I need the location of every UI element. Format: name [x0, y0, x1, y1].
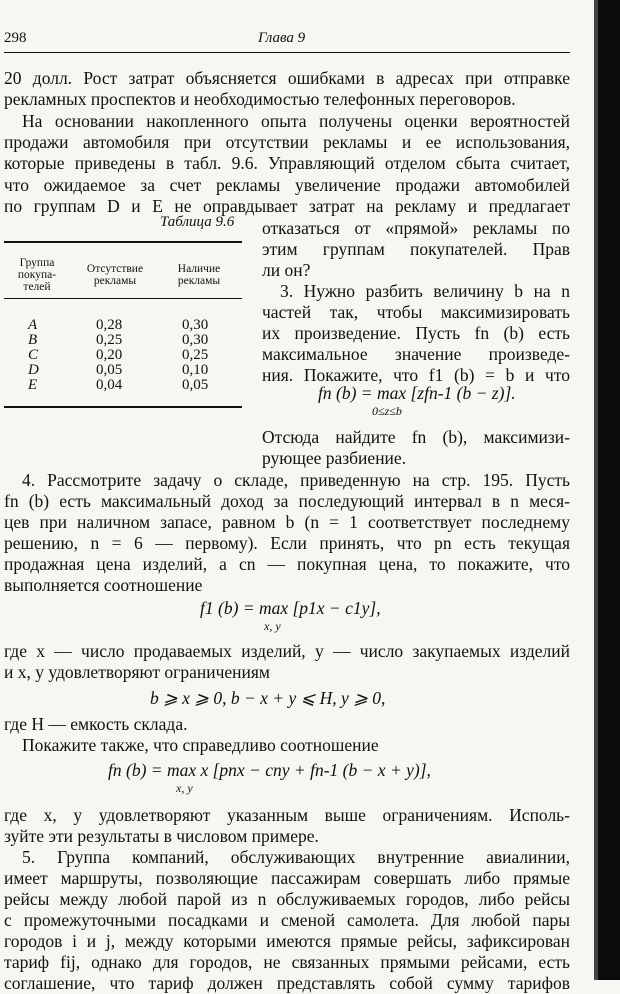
text-line: по группам D и E не оправдывает затрат на рекламу и предлагает — [4, 196, 570, 216]
table-header-rule — [4, 298, 242, 299]
text-line: 3. Нужно разбить величину b на n — [280, 281, 570, 301]
text-line: частей так, чтобы максимизировать — [262, 302, 570, 322]
table-cell: 0,25 — [96, 332, 123, 348]
text-line: 20 долл. Рост затрат объясняется ошибками в адресах при отправке — [4, 68, 570, 88]
text-line: и x, y удовлетворяют ограничениям — [4, 662, 271, 682]
text-line: где x — число продаваемых изделий, y — число закупаемых изделий — [4, 641, 570, 661]
text-line: цев при наличном запасе, равном b (n = 1 соответствует последнему — [4, 512, 570, 532]
formula-subscript: 0≤z≤b — [372, 404, 402, 418]
table-header-with-ads: Наличие рекламы — [177, 263, 221, 287]
chapter-title: Глава 9 — [258, 30, 306, 46]
text-line: Отсюда найдите fn (b), максимизи- — [262, 427, 570, 447]
table-cell: 0,05 — [96, 362, 123, 378]
table-cell-group: E — [28, 377, 38, 393]
table-cell-group: B — [28, 332, 38, 348]
text-line: городов i и j, между которыми имеются прямые рейсы, зафиксирован — [4, 931, 570, 951]
text-line: На основании накопленного опыта получены оценки вероятностей — [22, 111, 570, 131]
text-line: отказаться от «прямой» рекламы по — [262, 218, 570, 238]
table-header-no-ads: Отсутствие рекламы — [86, 263, 144, 287]
text-line: где x, y удовлетворяют указанным выше ограничениям. Исполь- — [4, 805, 570, 825]
text-line: fn (b) есть максимальный доход за последующий интервал в n меся- — [4, 491, 570, 511]
page-spine-shadow — [598, 0, 620, 980]
text-line: продажная цена изделий, а cn — покупная цена, то покажите, что — [4, 554, 570, 574]
table-cell: 0,30 — [182, 317, 209, 333]
text-line: которые приведены в табл. 9.6. Управляющий отделом сбыта считает, — [4, 153, 570, 173]
text-line: рующее разбиение. — [262, 448, 407, 468]
formula-recurrence: fn (b) = max [zfn-1 (b − z)]. — [318, 383, 516, 403]
text-line: максимальное значение произведе- — [262, 344, 570, 364]
text-line: 4. Рассмотрите задачу о складе, приведенную на стр. 195. Пусть — [22, 470, 570, 490]
text-line: что ожидаемое за счет рекламы увеличение продажи автомобилей — [4, 175, 570, 195]
text-line: с промежуточными посадками и сменой самолета. Для любой пары — [4, 910, 570, 930]
table-top-rule — [4, 241, 242, 243]
table-cell: 0,25 — [182, 347, 209, 363]
table-cell-group: A — [28, 317, 38, 333]
text-line: рейсы между любой парой из n обслуживаемых городов, либо рейсы — [4, 889, 570, 909]
formula-subscript: x, y — [176, 781, 193, 795]
formula-stock-n: fn (b) = max x [pnx − cny + fn-1 (b − x + y)], — [108, 760, 431, 780]
text-line: Покажите также, что справедливо соотношение — [22, 735, 379, 755]
header-rule — [4, 52, 570, 53]
text-line: ли он? — [262, 260, 311, 280]
table-header-group: Группа покупа-телей — [17, 257, 57, 293]
table-cell: 0,04 — [96, 377, 123, 393]
table-cell-group: D — [28, 362, 39, 378]
text-line: 5. Группа компаний, обслуживающих внутренние авиалинии, — [22, 847, 570, 867]
table-cell: 0,28 — [96, 317, 123, 333]
page-header — [4, 30, 570, 52]
page-number: 298 — [4, 30, 27, 46]
text-line: рекламных проспектов и необходимостью телефонных переговоров. — [4, 89, 516, 109]
formula-subscript: x, y — [264, 619, 281, 633]
table-cell-group: C — [28, 347, 39, 363]
table-bottom-rule — [4, 406, 242, 408]
text-line: решению, n = 6 — первому). Если принять, что pn есть текущая — [4, 533, 570, 553]
table-cell: 0,30 — [182, 332, 209, 348]
table-cell: 0,05 — [182, 377, 209, 393]
text-line: где H — емкость склада. — [4, 714, 188, 734]
text-line: продажи автомобиля при отсутствии рекламы и ее использования, — [4, 132, 570, 152]
text-line: имеет маршруты, позволяющие пассажирам совершать либо прямые — [4, 868, 570, 888]
text-line: ния. Покажите, что f1 (b) = b и что — [262, 365, 570, 385]
text-line: тариф fij, однако для городов, не связанных прямыми рейсами, есть — [4, 952, 570, 972]
formula-constraints: b ⩾ x ⩾ 0, b − x + y ⩽ H, y ⩾ 0, — [150, 688, 386, 708]
table-caption: Таблица 9.6 — [160, 214, 235, 230]
text-line: соглашение, что тариф должен представлять собой сумму тарифов — [4, 973, 570, 993]
table-cell: 0,10 — [182, 362, 209, 378]
text-line: этим группам покупателей. Прав — [262, 239, 570, 259]
text-line: зуйте эти результаты в числовом примере. — [4, 826, 319, 846]
text-line: выполняется соотношение — [4, 575, 203, 595]
text-line: их произведение. Пусть fn (b) есть — [262, 323, 570, 343]
formula-stock-1: f1 (b) = max [p1x − c1y], — [200, 598, 381, 618]
table-cell: 0,20 — [96, 347, 123, 363]
